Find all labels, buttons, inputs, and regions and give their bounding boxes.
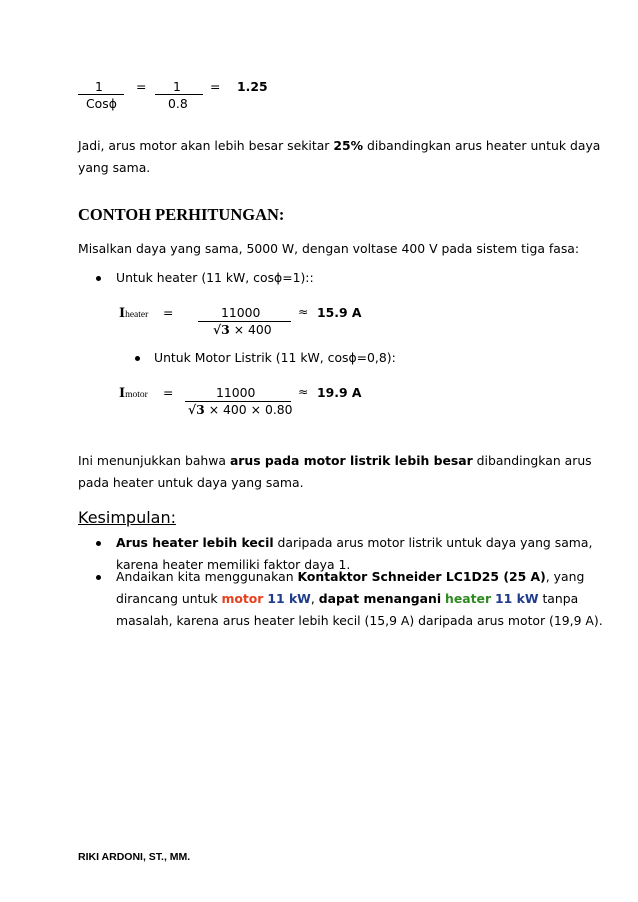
heater-den-rest: × 400 (233, 322, 272, 337)
ratio-den-2: 0.8 (168, 96, 188, 111)
p2-line2: pada heater untuk daya yang sama. (78, 475, 304, 490)
c2-kw-1: 11 kW (267, 591, 311, 606)
intro-text: Misalkan daya yang sama, 5000 W, dengan voltase 400 V pada sistem tiga fasa: (78, 241, 580, 256)
c2-motor-word: motor (221, 591, 264, 606)
heater-denominator (213, 324, 272, 336)
motor-approx: ≈ (298, 384, 309, 399)
ratio-num-2: 1 (173, 79, 181, 94)
p1-text-b: dibandingkan arus heater untuk daya (363, 138, 601, 153)
ratio-line-2 (155, 94, 203, 95)
c2-line3: masalah, karena arus heater lebih kecil (15,9 A) daripada arus motor (19,9 A). (116, 613, 603, 628)
p1-bold: 25% (333, 138, 364, 153)
footer-author: RIKI ARDONI, ST., MM. (78, 851, 191, 863)
conclusion-item-2 (116, 566, 603, 632)
heater-result: 15.9 A (317, 305, 362, 320)
bullet-heater (96, 276, 101, 281)
heater-symbol-I: I (119, 306, 126, 321)
bullet-conclusion-1 (96, 541, 101, 546)
c2-kw-2: 11 kW (495, 591, 539, 606)
heater-current-symbol (119, 307, 148, 321)
sqrt-symbol: √3 (188, 402, 205, 417)
c1-line2: karena heater memiliki faktor daya 1. (116, 557, 351, 572)
p2-text-b: dibandingkan arus (472, 453, 592, 468)
motor-current-symbol (119, 387, 148, 401)
ratio-eq-1: = (136, 79, 147, 94)
sqrt-symbol: √3 (213, 322, 230, 337)
c2-dapat: dapat menangani (318, 591, 442, 606)
motor-numerator: 11000 (216, 385, 256, 400)
heater-eq: = (163, 305, 174, 320)
motor-result: 19.9 A (317, 385, 362, 400)
motor-symbol-I: I (119, 386, 126, 401)
ratio-den-1: Cosϕ (86, 96, 117, 111)
motor-subscript: motor (125, 390, 148, 400)
p1-text-a: Jadi, arus motor akan lebih besar sekitar (78, 138, 334, 153)
motor-denominator (188, 404, 293, 416)
motor-case-label: Untuk Motor Listrik (11 kW, cosϕ=0,8): (154, 350, 396, 365)
ratio-num-1: 1 (95, 79, 103, 94)
motor-den-rest: × 400 × 0.80 (208, 402, 293, 417)
c2-text-c: dirancang untuk (116, 591, 222, 606)
conclusion-heading: Kesimpulan: (78, 508, 176, 527)
c1-bold: Arus heater lebih kecil (116, 535, 274, 550)
heater-subscript: heater (125, 310, 149, 320)
section-heading: CONTOH PERHITUNGAN: (78, 205, 285, 224)
p2-text-a: Ini menunjukkan bahwa (78, 453, 230, 468)
heater-case-label: Untuk heater (11 kW, cosϕ=1):: (116, 270, 314, 285)
p1-line2: yang sama. (78, 160, 151, 175)
bullet-motor (135, 356, 140, 361)
c2-text-b: , yang (545, 569, 585, 584)
c2-comma: , (310, 591, 315, 606)
heater-numerator: 11000 (221, 305, 261, 320)
bullet-conclusion-2 (96, 575, 101, 580)
c2-heater-word: heater (445, 591, 492, 606)
ratio-eq-2: = (210, 79, 221, 94)
paragraph-2 (78, 450, 592, 494)
ratio-line-1 (78, 94, 124, 95)
p2-bold: arus pada motor listrik lebih besar (229, 453, 473, 468)
c2-text-a: Andaikan kita menggunakan (116, 569, 298, 584)
c1-rest: daripada arus motor listrik untuk daya yang sama, (273, 535, 593, 550)
paragraph-1 (78, 135, 601, 179)
ratio-result: 1.25 (237, 79, 268, 94)
heater-approx: ≈ (298, 304, 309, 319)
motor-eq: = (163, 385, 174, 400)
c2-contactor: Kontaktor Schneider LC1D25 (25 A) (297, 569, 546, 584)
c2-tanpa: tanpa (542, 591, 579, 606)
